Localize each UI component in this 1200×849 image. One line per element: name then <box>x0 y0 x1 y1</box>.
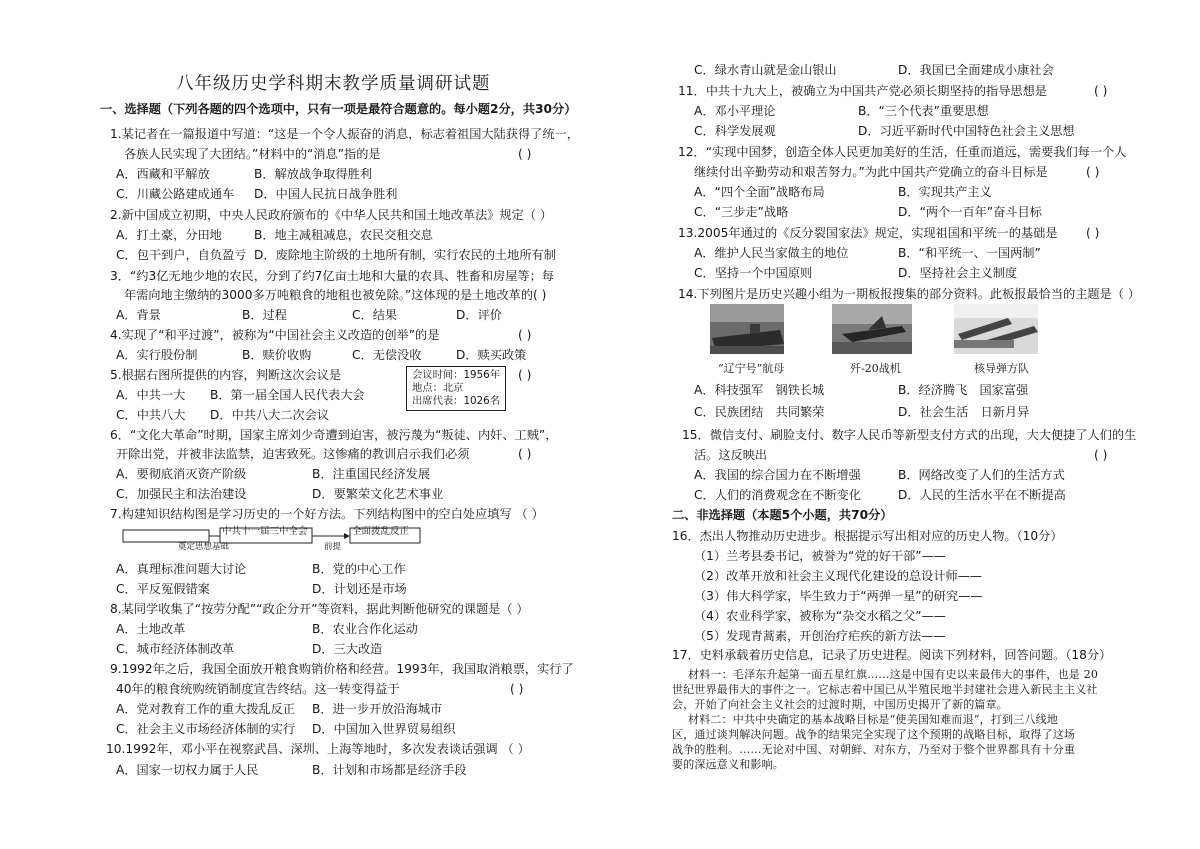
fighter-jet-photo <box>832 304 912 354</box>
q11-option-a: A．邓小平理论 <box>694 104 776 118</box>
q11-option-c: C．科学发展观 <box>694 124 776 138</box>
q13-option-a: A．维护人民当家做主的地位 <box>694 246 849 260</box>
q7-node-2: 全面拨乱反正 <box>352 526 410 537</box>
q6-option-c: C．加强民主和法治建设 <box>116 487 247 501</box>
q1-option-c: C．川藏公路建成通车 <box>116 187 235 201</box>
q10-option-d: D．我国已全面建成小康社会 <box>898 63 1054 77</box>
q13-stem: 13.2005年通过的《反分裂国家法》规定，实现祖国和平统一的基础是 <box>678 226 1058 240</box>
q12-option-a: A．“四个全面”战略布局 <box>694 185 825 199</box>
q17-material-2-line-1: 材料二：中共中央确定的基本战略目标是“使美国知难而退”，打到三八线地 <box>688 713 1059 726</box>
q6-stem: 6．“文化大革命”时期，国家主席刘少奇遭到迫害，被污蔑为“叛徒、内奸、工贼”， <box>110 428 558 442</box>
q14-option-b: B．经济腾飞 国家富强 <box>898 383 1029 397</box>
q16-item-2: （2）改革开放和社会主义现代化建设的总设计师—— <box>694 569 983 583</box>
q4-option-c: C．无偿没收 <box>352 348 422 362</box>
q7-label-premise: 前提 <box>324 542 342 552</box>
q7-label-foundation: 奠定思想基础 <box>178 542 230 552</box>
q7-arrowhead <box>344 533 350 539</box>
q10-stem: 10.1992年，邓小平在视察武昌、深圳、上海等地时，多次发表谈话强调 （ ） <box>106 742 530 756</box>
q10-option-b: B．计划和市场都是经济手段 <box>312 763 467 777</box>
q15-stem-cont: 活。这反映出 <box>694 448 768 462</box>
q14-option-a: A．科技强军 钢铁长城 <box>694 383 825 397</box>
q16-item-3: （3）伟大科学家，毕生致力于“两弹一星”的研究—— <box>694 589 983 603</box>
q5-option-c: C．中共八大 <box>116 408 186 422</box>
q5-option-d: D．中共八大二次会议 <box>210 408 330 422</box>
q3-option-d: D．评价 <box>456 308 502 322</box>
q15-option-a: A．我国的综合国力在不断增强 <box>694 468 861 482</box>
q11-stem: 11．中共十九大上，被确立为中国共产党必须长期坚持的指导思想是 <box>678 84 1047 98</box>
q12-answer-blank: ( ) <box>1086 165 1100 179</box>
q5-info-box <box>406 366 506 411</box>
q1-stem: 1.某记者在一篇报道中写道：“这是一个令人振奋的消息，标志着祖国大陆获得了统一， <box>110 127 579 141</box>
q14-caption-missile: 核导弹方队 <box>974 362 1029 375</box>
q17-material-2-line-4: 要的深远意义和影响。 <box>672 758 784 771</box>
q5-info-delegates: 出席代表：1026名 <box>412 395 500 407</box>
section-1-heading: 一、选择题（下列各题的四个选项中，只有一项是最符合题意的。每小题2分，共30分） <box>100 102 577 116</box>
q5-option-a: A．中共一大 <box>116 388 186 402</box>
q8-option-a: A．土地改革 <box>116 622 186 636</box>
q14-caption-carrier: “辽宁号”航母 <box>718 362 785 375</box>
q12-stem-cont: 继续付出辛勤劳动和艰苦努力。”为此中国共产党确立的奋斗目标是 <box>694 165 1048 179</box>
q9-stem: 9.1992年之后，我国全面放开粮食购销价格和经营。1993年，我国取消粮票，实行了 <box>110 662 574 676</box>
q4-option-a: A．实行股份制 <box>116 348 198 362</box>
q6-option-a: A．要彻底消灭资产阶级 <box>116 467 247 481</box>
q5-info-time: 会议时间：1956年 <box>412 369 500 381</box>
q9-stem-cont: 40年的粮食统购统销制度宣告终结。这一转变得益于 <box>116 682 400 696</box>
q11-option-d: D．习近平新时代中国特色社会主义思想 <box>858 124 1075 138</box>
q5-option-b: B．第一届全国人民代表大会 <box>210 388 365 402</box>
q12-option-b: B．实现共产主义 <box>898 185 992 199</box>
q9-option-a: A．党对教育工作的重大拨乱反正 <box>116 702 295 716</box>
q7-blank-box <box>123 530 209 542</box>
q4-option-d: D．赎买政策 <box>456 348 527 362</box>
q8-option-c: C．城市经济体制改革 <box>116 642 235 656</box>
q15-option-d: D．人民的生活水平在不断提高 <box>898 488 1066 502</box>
q3-stem-cont: 年需向地主缴纳的3000多万吨粮食的地租也被免除。”这体现的是土地改革的( ) <box>124 288 547 302</box>
section-2-heading: 二、非选择题（本题5个小题，共70分） <box>672 508 893 522</box>
q1-answer-blank: ( ) <box>518 147 532 161</box>
q6-answer-blank: ( ) <box>518 447 532 461</box>
q8-stem: 8.某同学收集了“按劳分配”“政企分开”等资料，据此判断他研究的课题是（ ） <box>110 602 529 616</box>
q10-option-a: A．国家一切权力属于人民 <box>116 763 259 777</box>
q17-material-2-line-2: 区，通过谈判解决问题。战争的结果完全实现了这个预期的战略目标，取得了这场 <box>672 728 1076 741</box>
q13-option-c: C．坚持一个中国原则 <box>694 266 813 280</box>
q7-stem: 7.构建知识结构图是学习历史的一个好方法。下列结构图中的空白处应填写 （ ） <box>110 507 544 521</box>
q5-stem: 5.根据右图所提供的内容，判断这次会议是 <box>110 368 342 382</box>
q11-answer-blank: ( ) <box>1094 84 1108 98</box>
q13-option-d: D．坚持社会主义制度 <box>898 266 1018 280</box>
q16-item-1: （1）兰考县委书记，被誉为“党的好干部”—— <box>694 549 946 563</box>
q7-option-c: C．平反冤假错案 <box>116 582 210 596</box>
q8-option-b: B．农业合作化运动 <box>312 622 418 636</box>
q3-option-a: A．背景 <box>116 308 161 322</box>
q4-option-b: B．赎价收购 <box>242 348 312 362</box>
q15-option-c: C．人们的消费观念在不断变化 <box>694 488 861 502</box>
q7-option-a: A．真理标准问题大讨论 <box>116 562 247 576</box>
q2-option-a: A．打土豪，分田地 <box>116 228 222 242</box>
q14-option-c: C．民族团结 共同繁荣 <box>694 405 825 419</box>
missile-parade-photo <box>954 304 1038 354</box>
q3-option-b: B．过程 <box>242 308 287 322</box>
q3-stem: 3．“约3亿无地少地的农民，分到了约7亿亩土地和大量的农具、牲畜和房屋等；每 <box>110 269 554 283</box>
q13-answer-blank: ( ) <box>1086 226 1100 240</box>
q9-answer-blank: ( ) <box>510 682 524 696</box>
q14-option-d: D．社会生活 日新月异 <box>898 405 1030 419</box>
q2-option-c: C．包干到户，自负盈亏 <box>116 248 247 262</box>
q1-option-d: D．中国人民抗日战争胜利 <box>254 187 398 201</box>
q8-option-d: D．三大改造 <box>312 642 383 656</box>
q2-option-d: D．废除地主阶级的土地所有制，实行农民的土地所有制 <box>254 248 556 262</box>
q5-info-place: 地点：北京 <box>412 382 464 394</box>
q12-stem: 12．“实现中国梦，创造全体人民更加美好的生活，任重而道远，需要我们每一个人 <box>678 145 1127 159</box>
q2-option-b: B．地主减租减息，农民交租交息 <box>254 228 433 242</box>
q1-stem-cont: 各族人民实现了大团结。”材料中的“消息”指的是 <box>124 147 381 161</box>
q13-option-b: B．“和平统一、一国两制” <box>898 246 1041 260</box>
q15-option-b: B．网络改变了人们的生活方式 <box>898 468 1065 482</box>
q1-option-b: B．解放战争取得胜利 <box>254 167 373 181</box>
q17-material-1-line-3: 会，开始了向社会主义社会的过渡时期，中国历史揭开了新的篇章。 <box>672 698 1008 711</box>
q10-option-c: C．绿水青山就是金山银山 <box>694 63 837 77</box>
q15-stem: 15．微信支付、刷脸支付、数字人民币等新型支付方式的出现，大大便捷了人们的生 <box>682 428 1137 442</box>
q7-option-b: B．党的中心工作 <box>312 562 406 576</box>
q5-answer-blank: ( ) <box>518 368 532 382</box>
q2-stem: 2.新中国成立初期，中央人民政府颁布的《中华人民共和国土地改革法》规定（ ） <box>110 208 553 222</box>
q9-option-d: D．中国加入世界贸易组织 <box>312 722 456 736</box>
q9-option-b: B．进一步开放沿海城市 <box>312 702 443 716</box>
q12-option-d: D．“两个一百年”奋斗目标 <box>898 205 1042 219</box>
q3-option-c: C．结果 <box>352 308 398 322</box>
q7-option-d: D．计划还是市场 <box>312 582 407 596</box>
q7-node-1: 中共十一届三中全会 <box>222 526 308 537</box>
q4-stem: 4.实现了“和平过渡”，被称为“中国社会主义改造的创举”的是 <box>110 328 440 342</box>
q11-option-b: B．“三个代表”重要思想 <box>858 104 989 118</box>
q6-option-b: B．注重国民经济发展 <box>312 467 431 481</box>
q6-option-d: D．要繁荣文化艺术事业 <box>312 487 444 501</box>
q16-stem: 16．杰出人物推动历史进步。根据提示写出相对应的历史人物。（10分） <box>672 529 1063 543</box>
q14-stem: 14.下列图片是历史兴趣小组为一期板报搜集的部分资料。此板报最恰当的主题是（ ） <box>678 287 1141 301</box>
q16-item-5: （5）发现青蒿素，开创治疗疟疾的新方法—— <box>694 629 946 643</box>
q16-item-4: （4）农业科学家，被称为“杂交水稻之父”—— <box>694 609 946 623</box>
carrier-photo <box>710 304 784 354</box>
q9-option-c: C．社会主义市场经济体制的实行 <box>116 722 296 736</box>
exam-title: 八年级历史学科期末教学质量调研试题 <box>176 74 491 94</box>
q1-option-a: A．西藏和平解放 <box>116 167 210 181</box>
q12-option-c: C．“三步走”战略 <box>694 205 789 219</box>
q17-material-2-line-3: 战争的胜利。……无论对中国、对朝鲜、对东方，乃至对于整个世界都具有十分重 <box>672 743 1076 756</box>
q17-material-1-line-1: 材料一：毛泽东升起第一面五星红旗……这是中国有史以来最伟大的事件，也是 20 <box>688 668 1099 681</box>
q17-stem: 17．史料承载着历史信息，记录了历史进程。阅读下列材料，回答问题。（18分） <box>672 648 1112 662</box>
q17-material-1-line-2: 世纪世界最伟大的事件之一。它标志着中国已从半殖民地半封建社会进入新民主主义社 <box>672 683 1098 696</box>
q6-stem-cont: 开除出党，并被非法监禁，迫害致死。这惨痛的教训启示我们必须 <box>116 447 470 461</box>
q15-answer-blank: ( ) <box>1094 448 1108 462</box>
q4-answer-blank: ( ) <box>518 328 532 342</box>
q14-caption-fighter: 歼-20战机 <box>850 362 901 375</box>
